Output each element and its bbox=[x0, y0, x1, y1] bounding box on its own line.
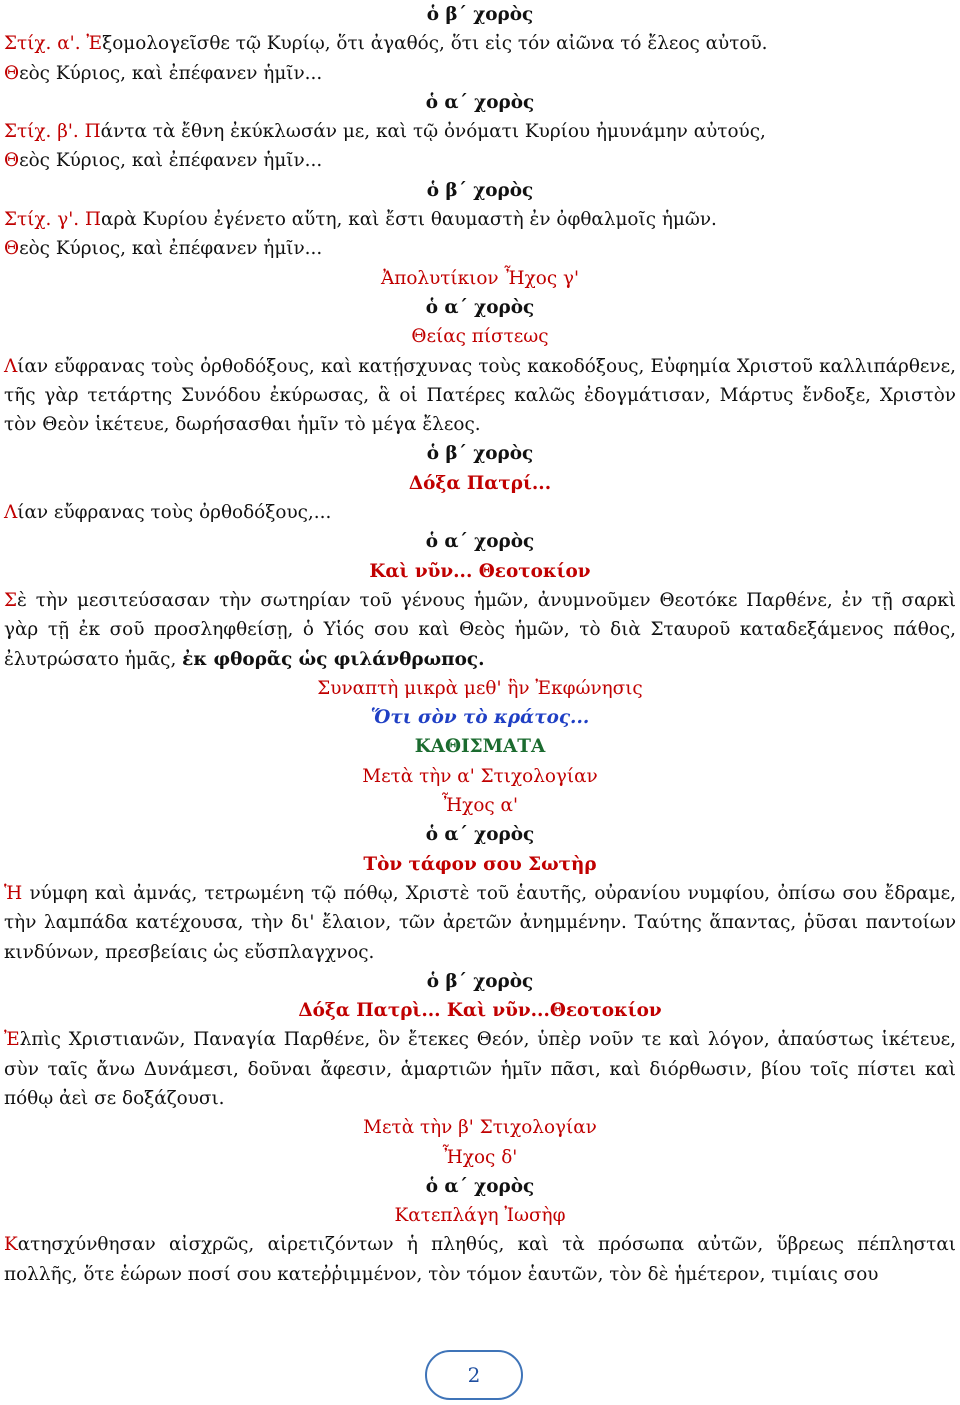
verse-line bbox=[4, 117, 956, 146]
repeat-text: ίαν εὔφρανας τοὺς ὀρθοδόξους,... bbox=[17, 502, 332, 524]
section-heading: Ἀπολυτίκιον Ἦχος γ' bbox=[380, 267, 580, 289]
hymn-text: ίαν εὔφρανας τοὺς ὀρθοδόξους, καὶ κατῄσχυνας τοὺς κακοδόξους, Εὐφημία Χριστοῦ καλλιπάρθενε, τῆς γὰρ τετάρτης Συνόδου ἐκύρωσας, ἃ οἱ Πατέρες καλῶς ἐδογμάτισαν, Μάρτυς ἔνδοξε, Χριστὸν τὸν Θεὸν ἱκέτευε, δωρήσασθαι ἡμῖν τὸ μέγα ἔλεος. bbox=[4, 355, 956, 436]
tone-heading: Ἦχος δ' bbox=[442, 1146, 518, 1168]
hymn-text: ὲ τὴν μεσιτεύσασαν τὴν σωτηρίαν τοῦ γένους ἡμῶν, ἀνυμνοῦμεν Θεοτόκε Παρθένε, ἐν τῇ σαρκὶ γὰρ τῇ ἐκ σοῦ προσληφθείσῃ, ὁ Υἱός σου καὶ Θεὸς ἡμῶν, τὸ διὰ Σταυροῦ καταδεξάμενος πάθος, ἐλυτρώσατο ἡμᾶς, bbox=[4, 589, 956, 670]
initial-letter: Ἡ bbox=[4, 882, 23, 904]
hymn-model-title: Τὸν τάφον σου Σωτὴρ bbox=[363, 853, 597, 875]
choir-heading: ὁ α΄ χορὸς bbox=[425, 296, 535, 318]
hymn-paragraph bbox=[4, 879, 956, 967]
hymn-paragraph bbox=[4, 586, 956, 674]
initial-letter: Ἐ bbox=[4, 1029, 20, 1051]
page-number: 2 bbox=[425, 1350, 523, 1400]
repeat-line bbox=[4, 498, 956, 527]
verse-label: Στίχ. γ'. bbox=[4, 209, 80, 231]
kathismata-heading: ΚΑΘΙΣΜΑΤΑ bbox=[414, 736, 546, 758]
choir-heading: ὁ α΄ χορὸς bbox=[425, 91, 535, 113]
doxa-heading: Δόξα Πατρί... bbox=[408, 472, 552, 494]
initial-letter: Θ bbox=[4, 238, 20, 260]
document-page bbox=[4, 0, 956, 1289]
initial-letter: Π bbox=[84, 209, 102, 231]
verse-text: άντα τὰ ἔθνη ἐκύκλωσάν με, καὶ τῷ ὀνόματι Κυρίου ἠμυνάμην αὐτούς, bbox=[100, 121, 766, 143]
choir-heading: ὁ α΄ χορὸς bbox=[425, 1175, 535, 1197]
refrain-line bbox=[4, 59, 956, 88]
verse-label: Στίχ. β'. bbox=[4, 121, 79, 143]
refrain-line bbox=[4, 146, 956, 175]
choir-heading: ὁ β΄ χορὸς bbox=[426, 443, 534, 465]
hymn-paragraph bbox=[4, 1230, 956, 1289]
hymn-text-bold: ἐκ φθορᾶς ὡς φιλάνθρωπος. bbox=[182, 648, 485, 670]
section-heading: Μετὰ τὴν β' Στιχολογίαν bbox=[363, 1117, 597, 1139]
section-heading: Μετὰ τὴν α' Στιχολογίαν bbox=[362, 765, 598, 787]
choir-heading: ὁ α΄ χορὸς bbox=[425, 824, 535, 846]
refrain-text: εὸς Κύριος, καὶ ἐπέφανεν ἡμῖν... bbox=[19, 62, 323, 84]
choir-heading: ὁ β΄ χορὸς bbox=[426, 4, 534, 25]
choir-heading: ὁ α΄ χορὸς bbox=[425, 531, 535, 553]
verse-text: αρὰ Κυρίου ἐγένετο αὕτη, καὶ ἔστι θαυμαστὴ ἐν ὀφθαλμοῖς ἡμῶν. bbox=[101, 209, 717, 231]
theotokion-heading: Καὶ νῦν... Θεοτοκίον bbox=[369, 560, 591, 582]
initial-letter: Θ bbox=[4, 150, 20, 172]
refrain-text: εὸς Κύριος, καὶ ἐπέφανεν ἡμῖν... bbox=[19, 238, 323, 260]
hymn-paragraph bbox=[4, 1025, 956, 1113]
verse-line bbox=[4, 29, 956, 58]
refrain-line bbox=[4, 234, 956, 263]
choir-heading: ὁ β΄ χορὸς bbox=[426, 179, 534, 201]
verse-text: ξομολογεῖσθε τῷ Κυρίῳ, ὅτι ἀγαθός, ὅτι εἰς τόν αἰῶνα τό ἔλεος αὐτοῦ. bbox=[102, 33, 768, 55]
hymn-model-title: Κατεπλάγη Ἰωσὴφ bbox=[394, 1205, 566, 1227]
initial-letter: Π bbox=[84, 121, 101, 143]
doxa-heading: Δόξα Πατρὶ... Καὶ νῦν...Θεοτοκίον bbox=[298, 1000, 662, 1022]
initial-letter: Λ bbox=[4, 355, 18, 377]
initial-letter: Θ bbox=[4, 62, 20, 84]
hymn-text: ατησχύνθησαν αἰσχρῶς, αἱρετιζόντων ἡ πληθύς, καὶ τὰ πρόσωπα αὐτῶν, ὕβρεως πέπλησται πολλῆς, ὅτε ἑώρων ποσί σου κατεῤῥιμμένον, τὸν τόμον ἑαυτῶν, τὸν δὲ ἡμέτερον, τιμίαις σου bbox=[4, 1234, 956, 1285]
synapti-heading: Συναπτὴ μικρὰ μεθ' ἣν Ἐκφώνησις bbox=[317, 677, 643, 699]
initial-letter: Λ bbox=[4, 502, 18, 524]
refrain-text: εὸς Κύριος, καὶ ἐπέφανεν ἡμῖν... bbox=[19, 150, 323, 172]
hymn-paragraph bbox=[4, 352, 956, 440]
initial-letter: Κ bbox=[4, 1234, 18, 1256]
choir-heading: ὁ β΄ χορὸς bbox=[426, 970, 534, 992]
ekfonisis-line: Ὅτι σὸν τὸ κράτος... bbox=[370, 707, 590, 729]
initial-letter: Ἐ bbox=[86, 33, 103, 55]
verse-line bbox=[4, 205, 956, 234]
tone-heading: Ἦχος α' bbox=[441, 795, 519, 817]
hymn-text: νύμφη καὶ ἀμνάς, τετρωμένη τῷ πόθῳ, Χριστὲ τοῦ ἑαυτῆς, οὐρανίου νυμφίου, ὀπίσω σου ἔδραμε, τὴν λαμπάδα κατέχουσα, τὴν δι' ἔλαιον, τῶν ἀρετῶν ἀνημμένην. Ταύτης ἅπαντας, ῥῦσαι παντοίων κινδύνων, πρεσβείαις ὡς εὔσπλαγχνος. bbox=[4, 882, 956, 963]
hymn-text: λπὶς Χριστιανῶν, Παναγία Παρθένε, ὃν ἔτεκες Θεόν, ὑπὲρ νοῦν τε καὶ λόγον, ἀπαύστως ἱκέτευε, σὺν ταῖς ἄνω Δυνάμεσι, δοῦναι ἄφεσιν, ἁμαρτιῶν ἡμῖν πᾶσι, καὶ διόρθωσιν, βίου τοῖς πίστει καὶ πόθῳ ἀεὶ σε δοξάζουσι. bbox=[4, 1029, 956, 1109]
initial-letter: Σ bbox=[4, 589, 18, 611]
hymn-model-title: Θείας πίστεως bbox=[411, 326, 549, 348]
verse-label: Στίχ. α'. bbox=[4, 33, 81, 55]
